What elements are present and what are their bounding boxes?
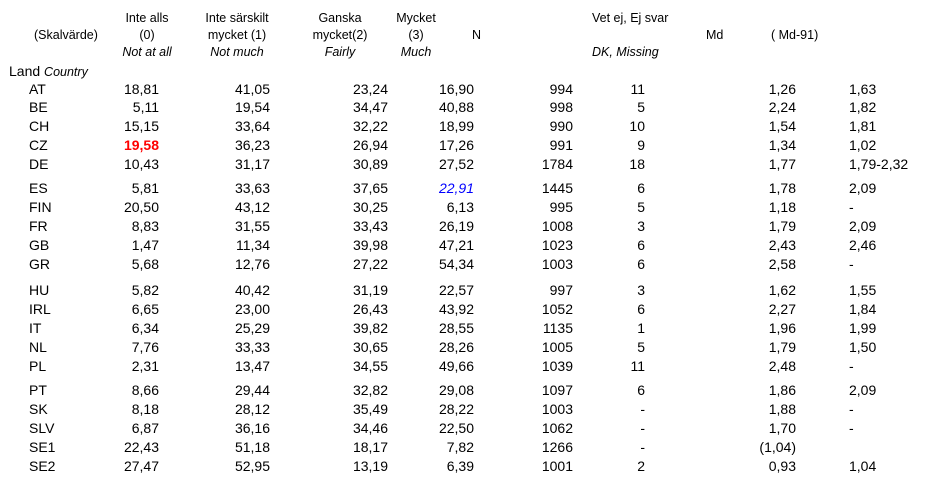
cell-dk: 5 xyxy=(637,99,645,115)
cell-dk: 11 xyxy=(630,358,645,374)
col-not-at-all-header-en: Not at all xyxy=(122,45,172,59)
cell-md: 1,77 xyxy=(768,156,796,172)
cell-md: 2,24 xyxy=(768,99,796,115)
table-row xyxy=(0,99,933,116)
country-code: DE xyxy=(29,156,49,172)
country-code: HU xyxy=(29,282,50,298)
cell-not-much: 11,34 xyxy=(236,237,270,253)
cell-fairly: 37,65 xyxy=(352,180,388,196)
cell-fairly: 31,19 xyxy=(352,282,388,298)
cell-n: 1001 xyxy=(541,458,573,474)
country-code: SLV xyxy=(29,420,55,436)
col-dk-header-en: DK, Missing xyxy=(592,45,659,59)
col-much-scale: (3) xyxy=(408,28,424,42)
table-row xyxy=(0,320,933,337)
cell-fairly: 32,82 xyxy=(352,382,388,398)
table-row xyxy=(0,458,933,475)
country-label-en: Country xyxy=(44,65,88,79)
cell-md: 2,58 xyxy=(768,256,796,272)
country-code: CZ xyxy=(29,137,48,153)
cell-md: 1,79 xyxy=(768,218,796,234)
country-code: FIN xyxy=(29,199,52,215)
table-row xyxy=(0,81,933,98)
country-code: PT xyxy=(29,382,47,398)
cell-fairly: 30,25 xyxy=(352,199,388,215)
cell-dk: 6 xyxy=(637,301,645,317)
col-md-header: Md xyxy=(706,28,724,42)
cell-md91: 2,09 xyxy=(849,382,877,398)
cell-fairly: 18,17 xyxy=(352,439,388,455)
col-much-header-sv: Mycket xyxy=(396,11,436,25)
cell-not-much: 33,33 xyxy=(234,339,270,355)
cell-dk: 6 xyxy=(637,382,645,398)
cell-md: 1,62 xyxy=(768,282,796,298)
cell-md: 1,96 xyxy=(768,320,796,336)
cell-not-at-all-highlighted: 19,58 xyxy=(123,137,159,153)
scale-value-label: (Skalvärde) xyxy=(34,28,98,42)
table-row xyxy=(0,199,933,216)
cell-much: 17,26 xyxy=(438,137,474,153)
cell-n: 1003 xyxy=(541,401,573,417)
cell-not-much: 13,47 xyxy=(234,358,270,374)
country-code: SE2 xyxy=(29,458,56,474)
cell-fairly: 26,43 xyxy=(352,301,388,317)
table-row xyxy=(0,218,933,235)
cell-not-at-all: 22,43 xyxy=(123,439,159,455)
cell-much: 28,55 xyxy=(438,320,474,336)
cell-much: 26,19 xyxy=(438,218,474,234)
cell-not-much: 33,63 xyxy=(234,180,270,196)
table-row xyxy=(0,180,933,197)
cell-md: 2,48 xyxy=(768,358,796,374)
table-row xyxy=(0,156,933,173)
cell-n: 991 xyxy=(549,137,573,153)
cell-dk: 10 xyxy=(629,118,645,134)
cell-much: 43,92 xyxy=(438,301,474,317)
cell-much: 29,08 xyxy=(438,382,474,398)
cell-not-much: 12,76 xyxy=(234,256,270,272)
cell-not-much: 29,44 xyxy=(234,382,270,398)
cell-not-at-all: 5,82 xyxy=(131,282,159,298)
table-row xyxy=(0,420,933,437)
table-row xyxy=(0,137,933,154)
cell-dk: 1 xyxy=(637,320,645,336)
cell-md91: 2,46 xyxy=(849,237,877,253)
cell-fairly: 34,47 xyxy=(352,99,388,115)
cell-fairly: 33,43 xyxy=(352,218,388,234)
cell-n: 1052 xyxy=(541,301,573,317)
cell-md: 1,86 xyxy=(768,382,796,398)
cell-n: 994 xyxy=(549,81,573,97)
cell-fairly: 30,65 xyxy=(352,339,388,355)
cell-fairly: 32,22 xyxy=(352,118,388,134)
cell-n: 1023 xyxy=(541,237,573,253)
cell-not-at-all: 8,18 xyxy=(131,401,159,417)
col-not-much-header-sv: Inte särskilt xyxy=(205,11,269,25)
country-code: IT xyxy=(29,320,42,336)
cell-not-much: 31,55 xyxy=(234,218,270,234)
cell-n: 1097 xyxy=(541,382,573,398)
cell-md91: - xyxy=(849,358,854,374)
cell-dk: 6 xyxy=(637,256,645,272)
cell-dk: 2 xyxy=(637,458,645,474)
table-row xyxy=(0,382,933,399)
cell-md: 2,43 xyxy=(768,237,796,253)
cell-md91: 2,09 xyxy=(849,218,877,234)
cell-fairly: 27,22 xyxy=(352,256,388,272)
cell-much: 49,66 xyxy=(438,358,474,374)
country-code: BE xyxy=(29,99,48,115)
table-row xyxy=(0,358,933,375)
cell-n: 1039 xyxy=(541,358,573,374)
cell-md91: 1,50 xyxy=(849,339,877,355)
cell-much: 18,99 xyxy=(438,118,474,134)
cell-not-at-all: 6,34 xyxy=(131,320,159,336)
cell-not-at-all: 15,15 xyxy=(123,118,159,134)
cell-not-at-all: 10,43 xyxy=(123,156,159,172)
cell-not-much: 40,42 xyxy=(234,282,270,298)
cell-n: 1135 xyxy=(542,320,573,336)
cell-much: 6,39 xyxy=(446,458,474,474)
col-md91-header: ( Md-91) xyxy=(771,28,819,42)
cell-much: 6,13 xyxy=(446,199,474,215)
country-code: SE1 xyxy=(29,439,56,455)
cell-md91: - xyxy=(849,256,854,272)
cell-n: 998 xyxy=(549,99,573,115)
col-not-at-all-scale: (0) xyxy=(139,28,155,42)
cell-not-at-all: 20,50 xyxy=(123,199,159,215)
cell-much: 47,21 xyxy=(438,237,474,253)
cell-not-at-all: 8,83 xyxy=(131,218,159,234)
cell-not-much: 52,95 xyxy=(234,458,270,474)
cell-much: 22,57 xyxy=(438,282,474,298)
cell-fairly: 23,24 xyxy=(352,81,388,97)
land-label-sv: Land xyxy=(9,63,41,79)
col-dk-header-sv: Vet ej, Ej svar xyxy=(592,11,669,25)
table-row xyxy=(0,439,933,456)
cell-not-at-all: 5,11 xyxy=(132,99,159,115)
cell-md91: 1,81 xyxy=(849,118,877,134)
cell-not-at-all: 6,65 xyxy=(131,301,159,317)
country-code: ES xyxy=(29,180,48,196)
land-label xyxy=(9,63,88,81)
cell-md91: 1,04 xyxy=(849,458,877,474)
cell-not-much: 51,18 xyxy=(234,439,270,455)
cell-dk: 6 xyxy=(637,237,645,253)
cell-dk: 3 xyxy=(637,282,645,298)
cell-dk: 5 xyxy=(637,339,645,355)
col-n-header: N xyxy=(472,28,482,42)
table-row xyxy=(0,301,933,318)
cell-not-much: 41,05 xyxy=(234,81,270,97)
cell-much: 28,22 xyxy=(438,401,474,417)
cell-not-at-all: 8,66 xyxy=(131,382,159,398)
cell-md91: 1,79-2,32 xyxy=(849,156,909,172)
cell-n: 1005 xyxy=(541,339,573,355)
cell-n: 1784 xyxy=(541,156,573,172)
cell-md: 0,93 xyxy=(768,458,796,474)
cell-not-at-all: 7,76 xyxy=(131,339,159,355)
cell-md: (1,04) xyxy=(759,439,796,455)
cell-md: 1,34 xyxy=(768,137,796,153)
table-row xyxy=(0,118,933,135)
cell-dk: 11 xyxy=(630,81,645,97)
cell-fairly: 30,89 xyxy=(352,156,388,172)
cell-much: 27,52 xyxy=(438,156,474,172)
country-code: AT xyxy=(29,81,46,97)
col-not-much-header-en: Not much xyxy=(210,45,264,59)
cell-md: 1,18 xyxy=(768,199,796,215)
cell-n: 997 xyxy=(549,282,573,298)
cell-fairly: 26,94 xyxy=(352,137,388,153)
cell-md91: 1,82 xyxy=(849,99,877,115)
cell-md91: 2,09 xyxy=(849,180,877,196)
cell-dk: - xyxy=(640,401,645,417)
cell-not-at-all: 2,31 xyxy=(131,358,159,374)
cell-fairly: 34,55 xyxy=(352,358,388,374)
cell-md91: 1,84 xyxy=(849,301,877,317)
country-code: SK xyxy=(29,401,48,417)
cell-md: 1,78 xyxy=(768,180,796,196)
cell-fairly: 39,98 xyxy=(352,237,388,253)
table-row xyxy=(0,237,933,254)
cell-not-much: 36,16 xyxy=(234,420,270,436)
country-code: GR xyxy=(29,256,50,272)
cell-n: 1003 xyxy=(541,256,573,272)
col-not-at-all-header-sv: Inte alls xyxy=(125,11,169,25)
cell-fairly: 13,19 xyxy=(352,458,388,474)
cell-not-at-all: 18,81 xyxy=(123,81,159,97)
cell-much: 28,26 xyxy=(438,339,474,355)
cell-n: 1266 xyxy=(541,439,573,455)
cell-not-much: 23,00 xyxy=(234,301,270,317)
cell-fairly: 35,49 xyxy=(352,401,388,417)
cell-md: 1,26 xyxy=(768,81,796,97)
cell-much-highlighted: 22,91 xyxy=(438,180,474,196)
cell-dk: - xyxy=(640,420,645,436)
col-fairly-scale: mycket(2) xyxy=(312,28,368,42)
cell-md91: - xyxy=(849,199,854,215)
cell-md91: 1,63 xyxy=(849,81,877,97)
country-code: NL xyxy=(29,339,47,355)
country-code: GB xyxy=(29,237,50,253)
col-not-much-scale: mycket (1) xyxy=(207,28,267,42)
cell-md91: 1,55 xyxy=(849,282,877,298)
cell-md: 1,79 xyxy=(768,339,796,355)
cell-n: 990 xyxy=(549,118,573,134)
cell-dk: 3 xyxy=(637,218,645,234)
cell-not-at-all: 6,87 xyxy=(131,420,159,436)
cell-not-much: 25,29 xyxy=(234,320,270,336)
cell-not-much: 33,64 xyxy=(234,118,270,134)
cell-fairly: 39,82 xyxy=(352,320,388,336)
cell-not-at-all: 5,81 xyxy=(131,180,159,196)
cell-md91: - xyxy=(849,401,854,417)
cell-dk: 6 xyxy=(637,180,645,196)
cell-much: 22,50 xyxy=(438,420,474,436)
country-code: CH xyxy=(29,118,50,134)
cell-n: 1008 xyxy=(541,218,573,234)
cell-md: 1,54 xyxy=(768,118,796,134)
cell-dk: 9 xyxy=(637,137,645,153)
cell-not-at-all: 5,68 xyxy=(131,256,159,272)
cell-md91: 1,99 xyxy=(849,320,877,336)
table-row xyxy=(0,282,933,299)
cell-n: 1445 xyxy=(541,180,573,196)
cell-fairly: 34,46 xyxy=(352,420,388,436)
cell-not-at-all: 27,47 xyxy=(123,458,159,474)
country-code: PL xyxy=(29,358,47,374)
cell-md: 1,70 xyxy=(768,420,796,436)
col-fairly-header-en: Fairly xyxy=(324,45,356,59)
cell-not-at-all: 1,47 xyxy=(131,237,159,253)
cell-dk: - xyxy=(640,439,645,455)
cell-not-much: 43,12 xyxy=(234,199,270,215)
cell-md: 2,27 xyxy=(768,301,796,317)
cell-much: 54,34 xyxy=(438,256,474,272)
cell-much: 7,82 xyxy=(446,439,474,455)
cell-much: 40,88 xyxy=(438,99,474,115)
col-fairly-header-sv: Ganska xyxy=(318,11,362,25)
country-code: FR xyxy=(29,218,48,234)
cell-not-much: 19,54 xyxy=(234,99,270,115)
cell-md91: - xyxy=(849,420,854,436)
cell-md: 1,88 xyxy=(768,401,796,417)
cell-md91: 1,02 xyxy=(849,137,877,153)
cell-n: 995 xyxy=(549,199,573,215)
table-row xyxy=(0,401,933,418)
cell-n: 1062 xyxy=(541,420,573,436)
table-row xyxy=(0,339,933,356)
country-code: IRL xyxy=(29,301,51,317)
table-row xyxy=(0,256,933,273)
cell-dk: 5 xyxy=(637,199,645,215)
cell-not-much: 36,23 xyxy=(234,137,270,153)
cell-not-much: 28,12 xyxy=(234,401,270,417)
cell-much: 16,90 xyxy=(438,81,474,97)
col-much-header-en: Much xyxy=(400,45,432,59)
cell-dk: 18 xyxy=(629,156,645,172)
cell-not-much: 31,17 xyxy=(234,156,270,172)
